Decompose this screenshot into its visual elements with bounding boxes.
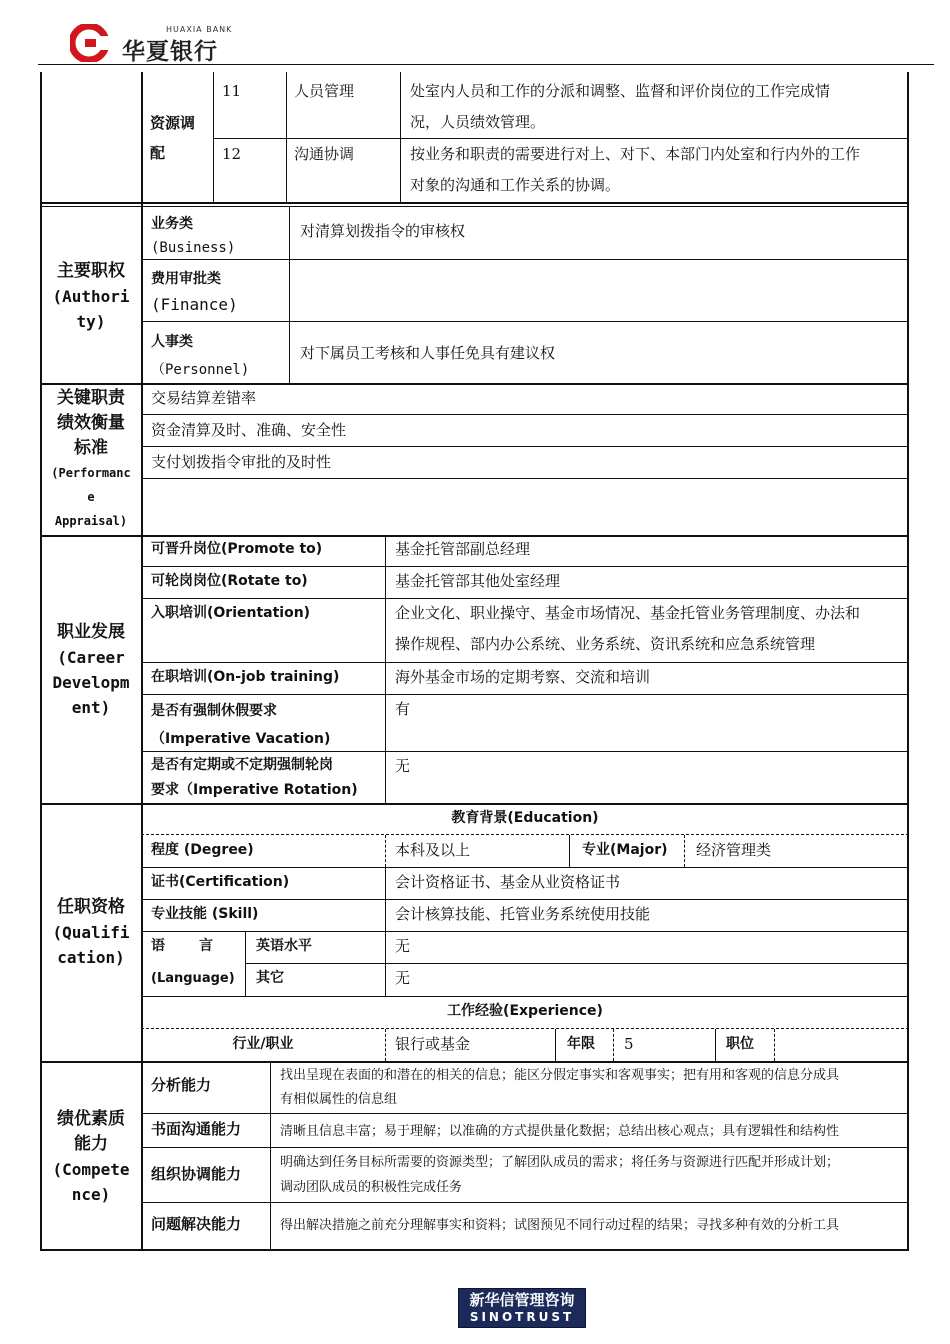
career-rotation-value: 无 — [395, 757, 411, 775]
career-rotate-value: 基金托管部其他处室经理 — [395, 572, 561, 590]
item-12-no: 12 — [222, 145, 242, 163]
item-11-desc-2: 况，人员绩效管理。 — [410, 113, 546, 131]
competence-coordination-label: 组织协调能力 — [151, 1165, 242, 1183]
other-value: 无 — [395, 969, 411, 987]
qualification-title: 任职资格 (Qualifi cation) — [52, 897, 130, 967]
authority-finance-label: 费用审批类 (Finance) — [151, 271, 238, 314]
competence-coordination-2: 调动团队成员的积极性完成任务 — [280, 1180, 463, 1195]
career-onjob-label: 在职培训(On-job training) — [151, 669, 340, 685]
career-orientation-value-2: 操作规程、部内办公系统、业务系统、资讯系统和应急系统管理 — [395, 635, 816, 653]
competence-writing-1: 清晰且信息丰富；易于理解；以准确的方式提供量化数据；总结出核心观点；具有逻辑性和结构性 — [280, 1124, 840, 1139]
item-12-desc-2: 对象的沟通和工作关系的协调。 — [410, 176, 621, 194]
frame-col1 — [141, 72, 143, 1250]
performance-item-3: 支付划拨指令审批的及时性 — [151, 453, 332, 471]
frame-right — [907, 72, 909, 1250]
career-orientation-label: 入职培训(Orientation) — [151, 605, 311, 621]
years-label: 年限 — [567, 1036, 595, 1052]
skill-label: 专业技能 (Skill) — [151, 906, 259, 922]
career-promote-value: 基金托管部副总经理 — [395, 540, 531, 558]
authority-business-value: 对清算划拨指令的审核权 — [300, 222, 466, 240]
footer-logo — [458, 1288, 586, 1328]
career-orientation-value-1: 企业文化、职业操守、基金市场情况、基金托管业务管理制度、办法和 — [395, 604, 861, 622]
footer-brand-cn: 新华信管理咨询 — [469, 1291, 575, 1309]
competence-analysis-label: 分析能力 — [151, 1076, 212, 1094]
career-rotation-label: 是否有定期或不定期强制轮岗 要求（Imperative Rotation) — [151, 757, 358, 798]
career-vacation-value: 有 — [395, 700, 411, 718]
career-onjob-value: 海外基金市场的定期考察、交流和培训 — [395, 668, 651, 686]
competence-coordination-1: 明确达到任务目标所需要的资源类型；了解团队成员的需求；将任务与资源进行匹配并形成计划； — [280, 1155, 840, 1170]
english-value: 无 — [395, 937, 411, 955]
performance-item-1: 交易结算差错率 — [151, 389, 257, 407]
authority-personnel-value: 对下属员工考核和人事任免具有建议权 — [300, 344, 556, 362]
authority-business-label: 业务类 (Business) — [151, 216, 236, 256]
competence-analysis-1: 找出呈现在表面的和潜在的相关的信息；能区分假定事实和客观事实；把有用和客观的信息分成具 — [280, 1068, 840, 1083]
performance-title: 关键职责 绩效衡量 标准 (Performanc e Appraisal) — [51, 388, 131, 528]
competence-title: 绩优素质 能力 (Compete nce) — [52, 1109, 130, 1204]
degree-label: 程度 (Degree) — [151, 842, 254, 858]
item-12-name: 沟通协调 — [294, 145, 355, 163]
degree-value: 本科及以上 — [395, 841, 471, 859]
performance-item-2: 资金清算及时、准确、安全性 — [151, 421, 347, 439]
bank-name-en: HUAXIA BANK — [166, 25, 233, 34]
competence-writing-label: 书面沟通能力 — [151, 1120, 242, 1138]
language-label-2: (Language) — [151, 971, 235, 986]
header — [0, 0, 950, 68]
item-11-name: 人员管理 — [294, 82, 355, 100]
industry-label: 行业/职业 — [232, 1036, 294, 1052]
career-promote-label: 可晋升岗位(Promote to) — [151, 541, 323, 557]
other-label: 其它 — [256, 970, 284, 986]
education-header: 教育背景(Education) — [451, 810, 599, 826]
career-rotate-label: 可轮岗岗位(Rotate to) — [151, 573, 308, 589]
competence-problem-1: 得出解决措施之前充分理解事实和资料；试图预见不同行动过程的结果；寻找多种有效的分析工具 — [280, 1218, 840, 1233]
years-value: 5 — [624, 1035, 634, 1053]
footer-brand-en: SINOTRUST — [469, 1310, 575, 1324]
competence-analysis-2: 有相似属性的信息组 — [280, 1092, 398, 1107]
resources-category: 资源调配 — [150, 114, 196, 162]
item-11-desc-1: 处室内人员和工作的分派和调整、监督和评价岗位的工作完成情 — [410, 82, 831, 100]
position-label: 职位 — [726, 1036, 754, 1052]
industry-value: 银行或基金 — [395, 1035, 471, 1053]
career-title: 职业发展 (Career Developm ent) — [52, 622, 130, 717]
cert-label: 证书(Certification) — [151, 874, 290, 890]
authority-personnel-label: 人事类 （Personnel) — [151, 334, 250, 378]
item-11-no: 11 — [222, 82, 242, 100]
career-vacation-label: 是否有强制休假要求 （Imperative Vacation) — [151, 703, 331, 747]
experience-header: 工作经验(Experience) — [447, 1003, 603, 1019]
item-12-desc-1: 按业务和职责的需要进行对上、对下、本部门内处室和行内外的工作 — [410, 145, 861, 163]
skill-value: 会计核算技能、托管业务系统使用技能 — [395, 905, 651, 923]
english-label: 英语水平 — [256, 938, 312, 954]
major-value: 经济管理类 — [696, 841, 772, 859]
major-label: 专业(Major) — [582, 842, 668, 858]
authority-title: 主要职权 (Authori ty) — [52, 261, 130, 331]
language-label-1: 语 言 — [151, 938, 215, 954]
cert-value: 会计资格证书、基金从业资格证书 — [395, 873, 621, 891]
header-rule — [38, 64, 934, 65]
bank-name-cn: 华夏银行 — [122, 39, 218, 65]
competence-problem-label: 问题解决能力 — [151, 1215, 242, 1233]
huaxia-logo-icon — [70, 24, 114, 62]
